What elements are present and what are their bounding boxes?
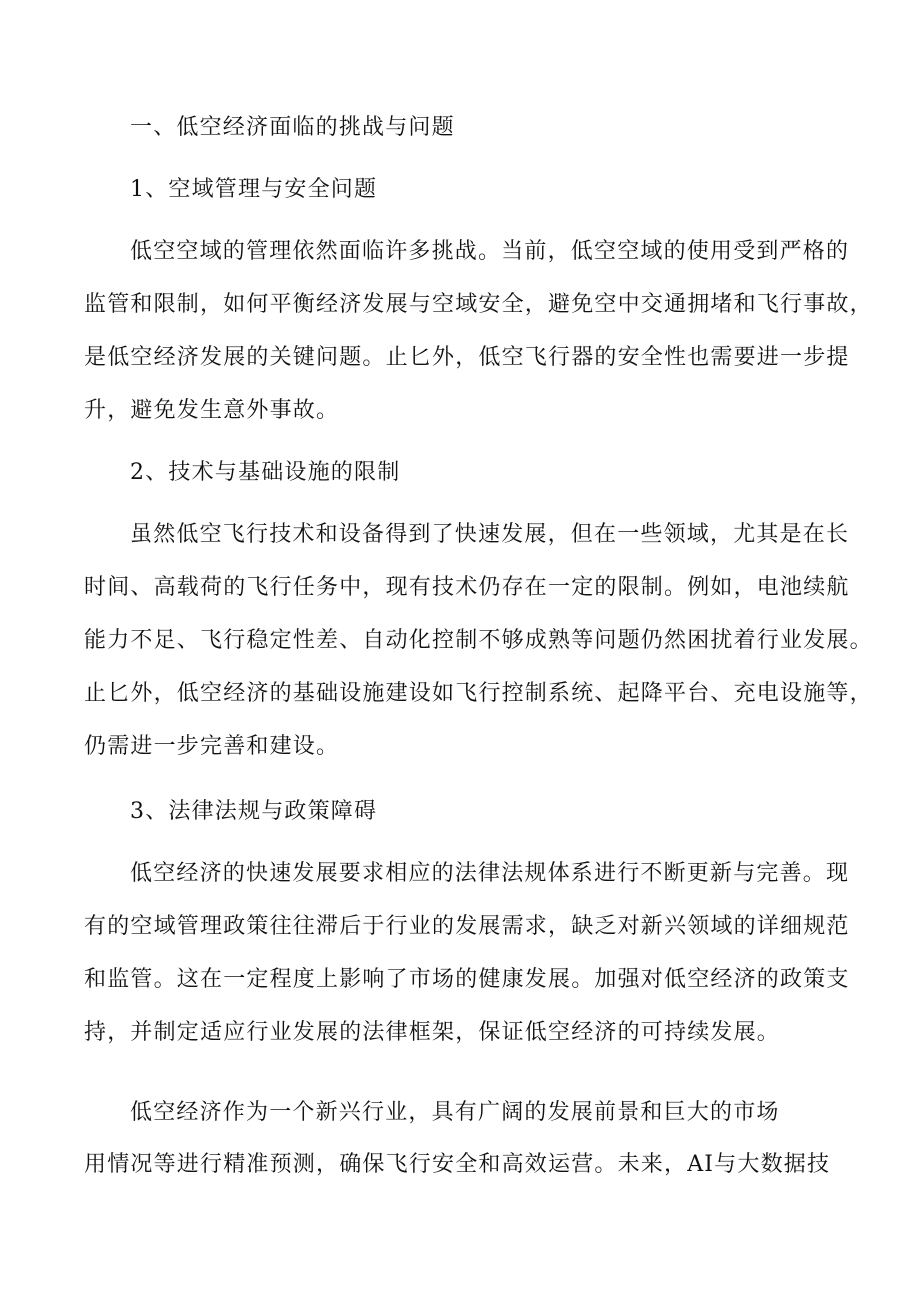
closing-line-1: 低空经济作为一个新兴行业，具有广阔的发展前景和巨大的市场 [130,1100,780,1125]
subsection-heading-1: 1、空域管理与安全问题 [130,177,378,202]
paragraph-1-line-2: 监管和限制，如何平衡经济发展与空域安全，避免空中交通拥堵和飞行事故， [84,292,873,317]
paragraph-1-line-4: 升，避免发生意外事故。 [84,398,340,423]
paragraph-2-line-5: 仍需进一步完善和建设。 [84,734,340,759]
paragraph-3-line-3: 和监管。这在一定程度上影响了市场的健康发展。加强对低空经济的政策支 [84,967,850,992]
closing-line-2: 用情况等进行精准预测，确保飞行安全和高效运营。未来，AI与大数据技 [84,1152,831,1177]
paragraph-2-line-1: 虽然低空飞行技术和设备得到了快速发展，但在一些领域，尤其是在长 [130,522,850,547]
paragraph-3-line-2: 有的空域管理政策往往滞后于行业的发展需求，缺乏对新兴领域的详细规范 [84,914,850,939]
subsection-heading-3: 3、法律法规与政策障碍 [130,799,378,824]
paragraph-1-line-1: 低空空域的管理依然面临许多挑战。当前，低空空域的使用受到严格的 [130,239,850,264]
subsection-heading-2: 2、技术与基础设施的限制 [130,460,401,485]
paragraph-2-line-2: 时间、高载荷的飞行任务中，现有技术仍存在一定的限制。例如，电池续航 [84,575,850,600]
paragraph-3-line-1: 低空经济的快速发展要求相应的法律法规体系进行不断更新与完善。现 [130,861,850,886]
section-title: 一、低空经济面临的挑战与问题 [130,115,455,140]
paragraph-2-line-4: 止匕外，低空经济的基础设施建设如飞行控制系统、起降平台、充电设施等， [84,681,873,706]
paragraph-1-line-3: 是低空经济发展的关键问题。止匕外，低空飞行器的安全性也需要进一步提 [84,345,850,370]
paragraph-2-line-3: 能力不足、飞行稳定性差、自动化控制不够成熟等问题仍然困扰着行业发展。 [84,628,873,653]
paragraph-3-line-4: 持，并制定适应行业发展的法律框架，保证低空经济的可持续发展。 [84,1020,781,1045]
